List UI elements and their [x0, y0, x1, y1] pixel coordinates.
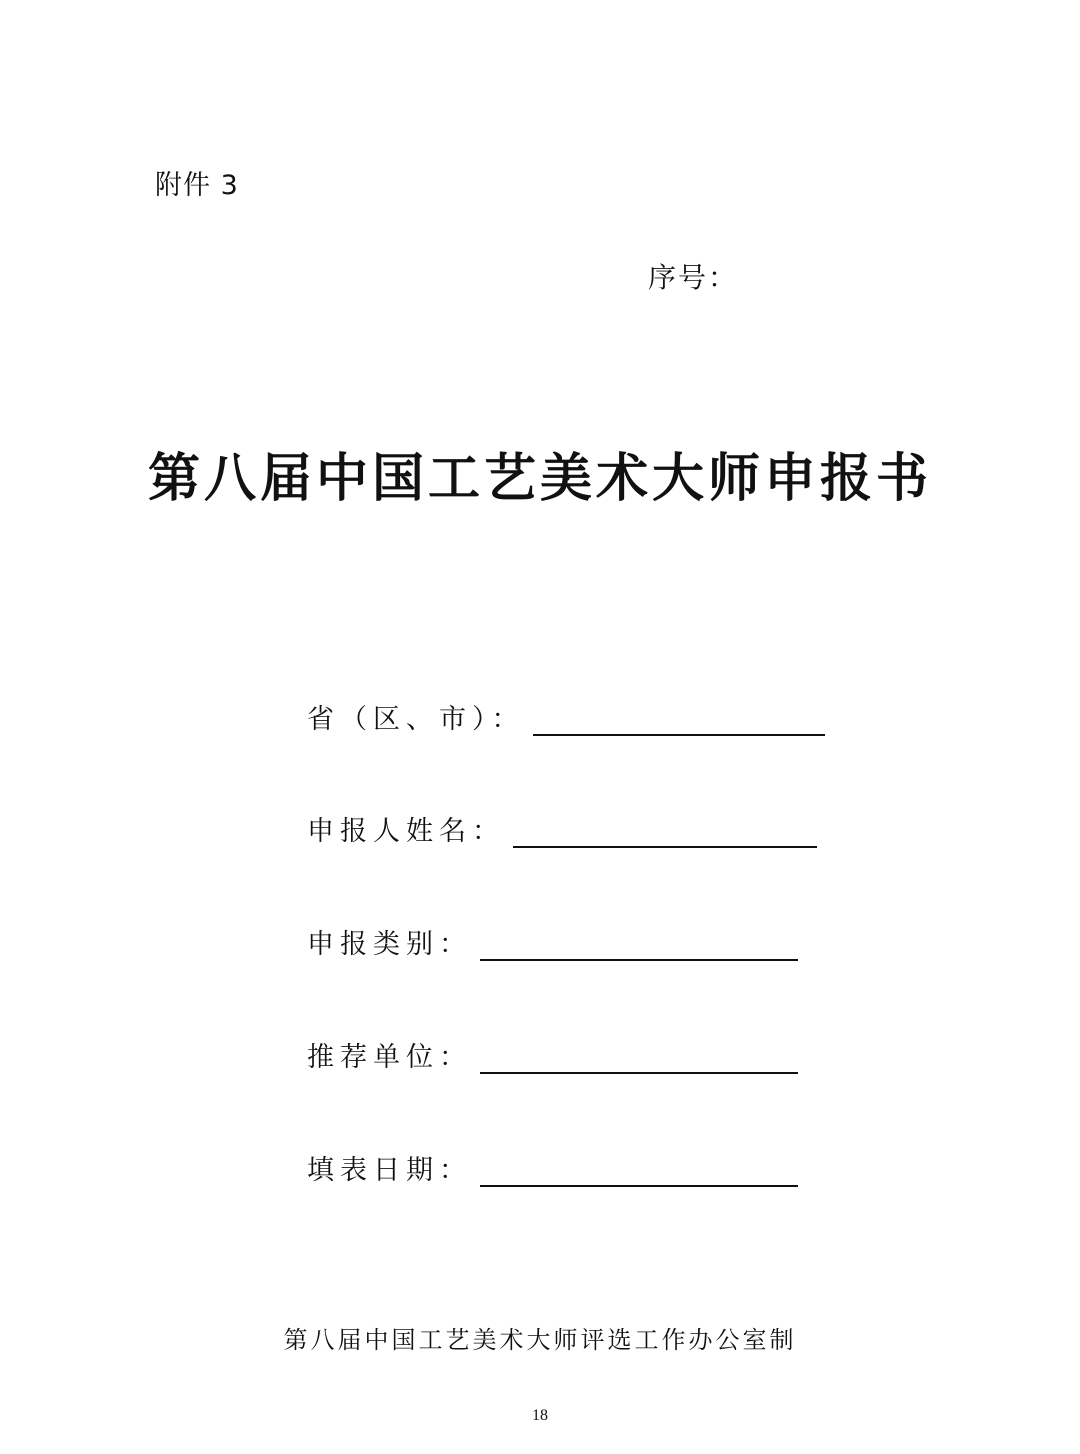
- field-applicant-name: [307, 804, 817, 852]
- field-category-blank[interactable]: [480, 958, 798, 961]
- page-number: 18: [532, 1407, 548, 1424]
- field-category-label: 申报类别：: [307, 929, 472, 960]
- field-category: [307, 917, 798, 965]
- field-applicant-name-blank[interactable]: [513, 845, 817, 848]
- attachment-label: 附件 3: [155, 170, 239, 201]
- serial-number-label: 序号：: [648, 261, 739, 294]
- field-recommending-unit-blank[interactable]: [480, 1071, 798, 1074]
- field-fill-date: [307, 1143, 798, 1191]
- field-fill-date-blank[interactable]: [480, 1184, 798, 1187]
- field-fill-date-label: 填表日期：: [307, 1155, 472, 1186]
- field-recommending-unit-label: 推荐单位：: [307, 1042, 472, 1073]
- document-title: 第八届中国工艺美术大师申报书: [147, 448, 932, 509]
- field-recommending-unit: [307, 1030, 798, 1078]
- field-province: [307, 692, 825, 740]
- footer-organization: 第八届中国工艺美术大师评选工作办公室制: [283, 1326, 797, 1354]
- field-province-blank[interactable]: [533, 733, 825, 736]
- field-applicant-name-label: 申报人姓名：: [307, 816, 505, 847]
- field-province-label: 省（区、市）：: [307, 704, 525, 735]
